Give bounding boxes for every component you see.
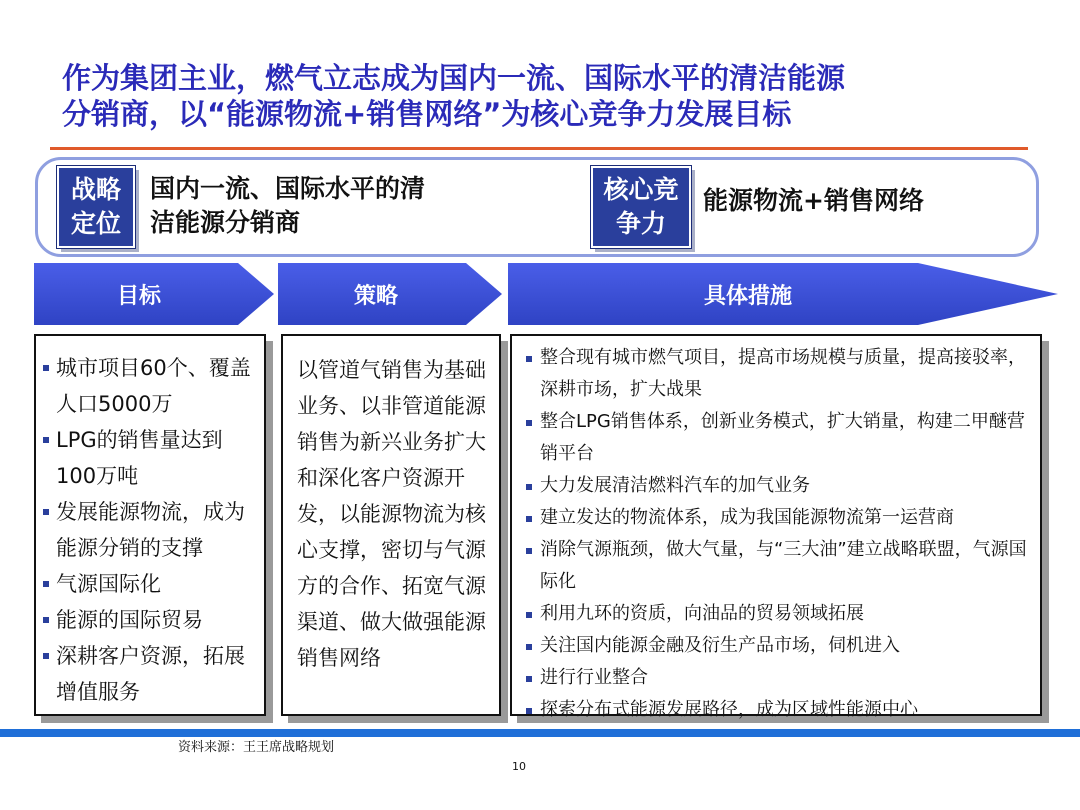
goal-text: 城市项目60个、覆盖人口5000万 [56, 356, 251, 416]
square-bullet-icon [43, 617, 49, 623]
goals-panel [34, 334, 266, 716]
list-item [56, 638, 254, 710]
measures-arrow [508, 263, 1060, 325]
measure-text: 整合现有城市燃气项目，提高市场规模与质量，提高接驳率，深耕市场，扩大战果 [540, 347, 1026, 400]
positioning-tag-line-2: 定位 [70, 209, 121, 238]
goal-arrow-label: 目标 [116, 283, 161, 309]
title-line-1: 作为集团主业，燃气立志成为国内一流、国际水平的清洁能源 [62, 61, 846, 95]
title-line-2: 分销商，以“能源物流+销售网络”为核心竞争力发展目标 [62, 97, 792, 131]
measure-text: 消除气源瓶颈，做大气量，与“三大油”建立战略联盟，气源国际化 [540, 539, 1027, 592]
goal-text: 发展能源物流，成为能源分销的支撑 [56, 500, 245, 560]
square-bullet-icon [526, 548, 532, 554]
square-bullet-icon [43, 365, 49, 371]
core-tag [591, 166, 691, 248]
square-bullet-icon [526, 676, 532, 682]
list-item [56, 602, 254, 638]
list-item [540, 534, 1032, 598]
measure-text: 关注国内能源金融及衍生产品市场，伺机进入 [540, 635, 900, 656]
core-tag-line-1: 核心竞 [603, 175, 679, 204]
square-bullet-icon [43, 437, 49, 443]
page-number: 10 [512, 760, 526, 773]
square-bullet-icon [526, 612, 532, 618]
list-item [540, 342, 1032, 406]
positioning-text-line-2: 洁能源分销商 [150, 208, 301, 237]
measure-text: 探索分布式能源发展路径，成为区域性能源中心 [540, 699, 918, 720]
square-bullet-icon [43, 581, 49, 587]
measure-text: 进行行业整合 [540, 667, 648, 688]
positioning-text [150, 172, 425, 240]
strategy-arrow-label: 策略 [353, 283, 398, 309]
square-bullet-icon [43, 653, 49, 659]
title-divider [50, 147, 1028, 150]
measure-text: 整合LPG销售体系，创新业务模式，扩大销量，构建二甲醚营销平台 [540, 411, 1025, 464]
strategy-panel [281, 334, 501, 716]
positioning-text-line-1: 国内一流、国际水平的清 [150, 174, 426, 203]
goals-list [36, 336, 264, 710]
list-item [56, 494, 254, 566]
goal-text: 深耕客户资源，拓展增值服务 [56, 644, 245, 704]
strategy-arrow [278, 263, 504, 325]
list-item [56, 422, 254, 494]
core-tag-line-2: 争力 [615, 209, 666, 238]
square-bullet-icon [526, 484, 532, 490]
goal-text: LPG的销售量达到100万吨 [56, 428, 223, 488]
measures-list [512, 336, 1040, 726]
positioning-tag [57, 166, 135, 248]
list-item [540, 470, 1032, 502]
goal-text: 气源国际化 [56, 572, 161, 596]
list-item [540, 502, 1032, 534]
list-item [540, 598, 1032, 630]
list-item [540, 406, 1032, 470]
measures-panel [510, 334, 1042, 720]
list-item [540, 630, 1032, 662]
square-bullet-icon [526, 420, 532, 426]
core-text: 能源物流+销售网络 [703, 186, 924, 215]
measure-text: 大力发展清洁燃料汽车的加气业务 [540, 475, 810, 496]
measures-arrow-label: 具体措施 [703, 283, 792, 309]
list-item [56, 350, 254, 422]
square-bullet-icon [43, 509, 49, 515]
measure-text: 利用九环的资质，向油品的贸易领域拓展 [540, 603, 864, 624]
square-bullet-icon [526, 356, 532, 362]
goal-text: 能源的国际贸易 [56, 608, 203, 632]
page-title [62, 60, 1042, 132]
measure-text: 建立发达的物流体系，成为我国能源物流第一运营商 [540, 507, 954, 528]
footer-bar [0, 729, 1080, 737]
goal-arrow [34, 263, 276, 325]
strategy-text: 以管道气销售为基础业务、以非管道能源销售为新兴业务扩大和深化客户资源开发，以能源物流为核心支撑，密切与气源方的合作、拓宽气源渠道、做大做强能源销售网络 [297, 358, 486, 670]
source-note: 资料来源：王王席战略规划 [178, 740, 335, 755]
list-item [540, 694, 1032, 726]
square-bullet-icon [526, 644, 532, 650]
positioning-tag-line-1: 战略 [70, 175, 121, 204]
square-bullet-icon [526, 516, 532, 522]
square-bullet-icon [526, 708, 532, 714]
list-item [540, 662, 1032, 694]
list-item [56, 566, 254, 602]
